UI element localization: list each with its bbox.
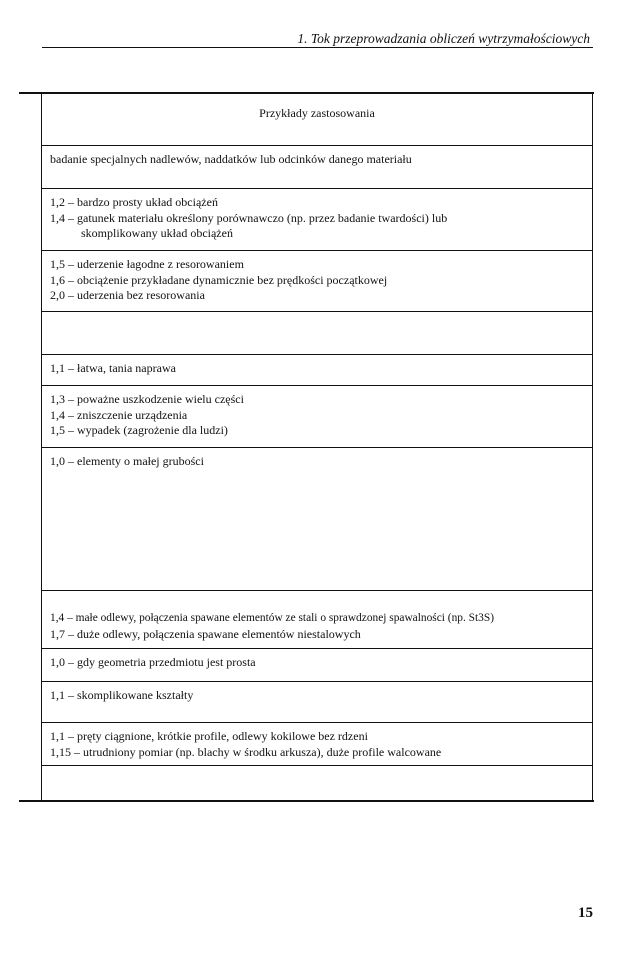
row-line: 1,4 – gatunek materiału określony porównawczo (np. przez badanie twardości) lub: [50, 210, 448, 225]
row-line: 1,4 – małe odlewy, połączenia spawane elementów ze stali o sprawdzonej spawalności (np. St3S): [50, 612, 494, 624]
table-header-label: Przykłady zastosowania: [259, 106, 375, 120]
row-line-continuation: skomplikowany układ obciążeń: [81, 226, 233, 240]
row-line: 1,1 – pręty ciągnione, krótkie profile, odlewy kokilowe bez rdzeni: [50, 729, 368, 743]
row-line: badanie specjalnych nadlewów, naddatków lub odcinków danego materiału: [50, 152, 412, 166]
table-row: [42, 723, 592, 766]
table-row-empty: [42, 312, 592, 355]
row-line: 1,0 – gdy geometria przedmiotu jest prosta: [50, 655, 256, 669]
row-line: 2,0 – uderzenia bez resorowania: [50, 288, 205, 302]
table-bottom-rule: [19, 800, 594, 802]
row-line: 1,6 – obciążenie przykładane dynamicznie bez prędkości początkowej: [50, 272, 388, 287]
row-line: 1,4 – zniszczenie urządzenia: [50, 407, 188, 422]
table-row: [42, 448, 592, 591]
table-row: [42, 682, 592, 723]
header-rule: [42, 47, 593, 48]
table-row-empty: [42, 766, 592, 800]
table-row: [42, 189, 592, 251]
page-number: 15: [578, 905, 593, 921]
row-line: 1,2 – bardzo prosty układ obciążeń: [50, 195, 218, 209]
row-line: 1,5 – uderzenie łagodne z resorowaniem: [50, 257, 244, 271]
row-line: 1,0 – elementy o małej grubości: [50, 454, 204, 468]
running-header: 1. Tok przeprowadzania obliczeń wytrzymałościowych: [297, 31, 590, 46]
row-line: 1,3 – poważne uszkodzenie wielu części: [50, 392, 244, 406]
row-line: 1,15 – utrudniony pomiar (np. blachy w środku arkusza), duże profile walcowane: [50, 744, 442, 759]
table-row: [42, 355, 592, 386]
table-row: [42, 251, 592, 312]
row-line: 1,1 – skomplikowane kształty: [50, 688, 194, 702]
examples-table: [41, 93, 593, 800]
table-row: [42, 386, 592, 448]
row-line: 1,5 – wypadek (zagrożenie dla ludzi): [50, 423, 228, 437]
table-row: [42, 649, 592, 682]
table-row: [42, 591, 592, 649]
table-row: [42, 146, 592, 189]
row-line: 1,7 – duże odlewy, połączenia spawane elementów niestalowych: [50, 626, 361, 641]
table-header-cell: [42, 93, 592, 146]
row-line: 1,1 – łatwa, tania naprawa: [50, 361, 176, 375]
